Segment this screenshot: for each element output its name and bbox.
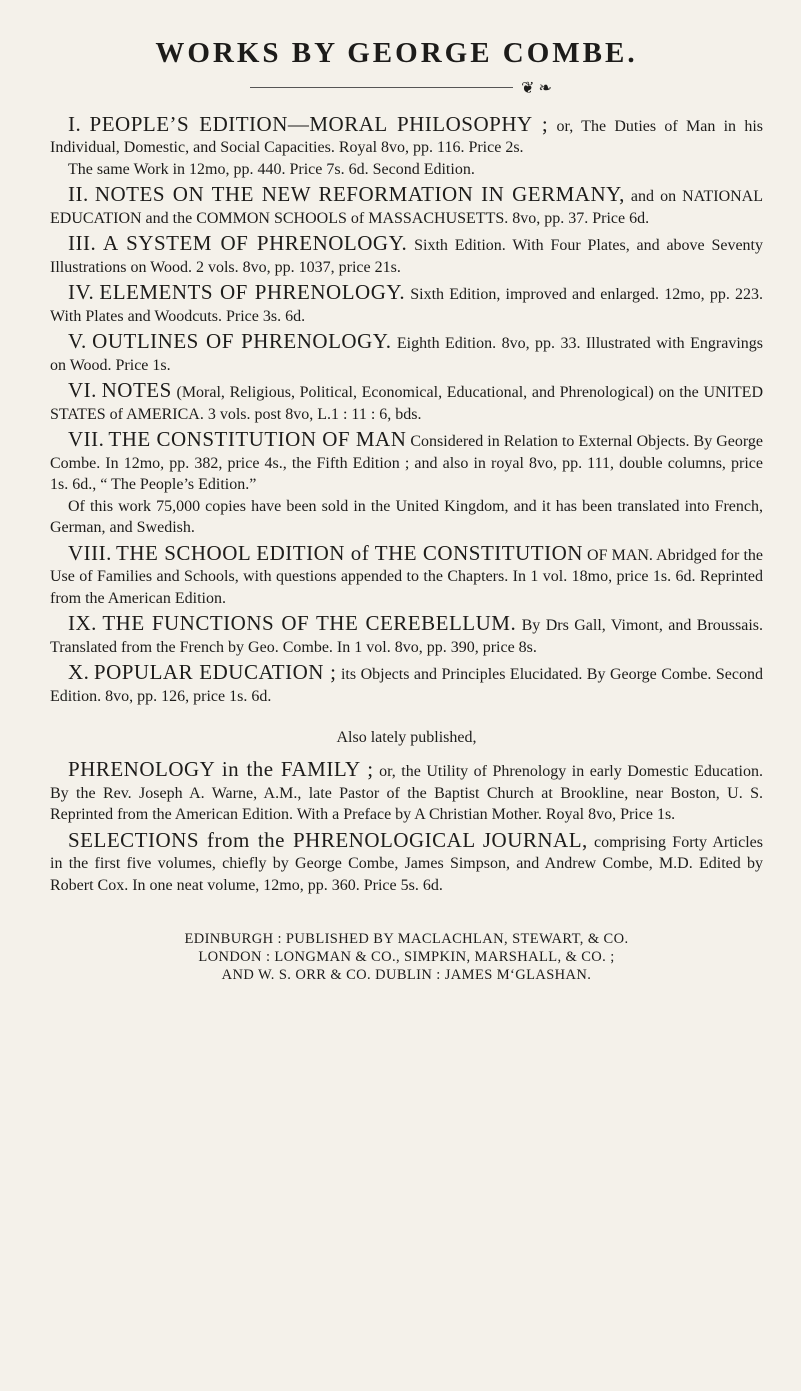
entry-extra: The same Work in 12mo, pp. 440. Price 7s. 6d. Second Edition. <box>68 160 475 178</box>
ornament <box>50 78 763 96</box>
entry <box>50 233 763 278</box>
entry-heading: OUTLINES OF PHRENOLOGY. <box>92 329 392 354</box>
entry <box>50 184 763 229</box>
entry-heading: THE CONSTITUTION OF MAN <box>108 427 407 452</box>
entry <box>50 331 763 376</box>
entry-number: III. <box>68 231 97 256</box>
entry-text: Eighth Edition. 8vo, pp. 33. Illustrated with Engravings on Wood. Price 1s. <box>50 335 764 374</box>
leaf-flourish-icon: ❦ ❧ <box>513 78 560 98</box>
entry-number: IV. <box>68 280 95 305</box>
entry-number: X. <box>68 660 90 685</box>
imprint-line: AND W. S. ORR & CO. DUBLIN : JAMES M‘GLASHAN. <box>221 967 592 984</box>
imprint <box>50 930 763 984</box>
entry-text: OF MAN. Abridged for the Use of Families and Schools, with questions appended to the Chapters. In 1 vol. 18mo, price 1s. 6d. Reprinted from the American Edition. <box>50 546 764 607</box>
entries-list <box>50 111 764 708</box>
also-entry <box>50 827 763 897</box>
entry-number: I. <box>68 111 82 136</box>
entry-number: IX. <box>68 611 97 636</box>
entry-text: its Objects and Principles Elucidated. By George Combe. Second Edition. 8vo, pp. 126, price 1s. 6d. <box>50 666 763 705</box>
entry-heading: THE SCHOOL EDITION of THE CONSTITUTION <box>116 540 583 565</box>
also-entry <box>50 759 763 826</box>
entry-text: or, The Duties of Man in his Individual, Domestic, and Social Capacities. Royal 8vo, pp. 116. Price 2s. <box>50 117 763 157</box>
entry-number: VIII. <box>68 540 112 565</box>
also-published-label: Also lately published, <box>336 729 477 747</box>
entry-heading: POPULAR EDUCATION ; <box>93 660 337 685</box>
entry-heading: A SYSTEM OF PHRENOLOGY. <box>103 231 408 256</box>
entry-extra: Of this work 75,000 copies have been sold in the United Kingdom, and it has been translated into French, German, and Swedish. <box>50 497 763 537</box>
also-entry-text: or, the Utility of Phrenology in early Domestic Education. By the Rev. Joseph A. Warne, A.M., late Pastor of the Baptist Church at Brookline, near Boston, U. S. Reprinted from the American Edition. With a Preface by A Christian Mother. Royal 8vo, Price 1s. <box>50 763 763 824</box>
entry-heading: ELEMENTS OF PHRENOLOGY. <box>99 280 406 305</box>
entry <box>50 429 763 539</box>
divider-rule <box>250 87 550 88</box>
entry-number: VI. <box>68 378 97 403</box>
entry-text: Sixth Edition, improved and enlarged. 12mo, pp. 223. With Plates and Woodcuts. Price 3s. 6d. <box>50 286 763 325</box>
entry-text: and on NATIONAL EDUCATION and the COMMON SCHOOLS of MASSACHUSETTS. 8vo, pp. 37. Price 6d. <box>50 188 764 227</box>
entry <box>50 380 763 425</box>
imprint-line: EDINBURGH : PUBLISHED BY MACLACHLAN, STEWART, & CO. <box>184 931 629 948</box>
entry-number: VII. <box>68 427 105 452</box>
also-entry-text: comprising Forty Articles in the first five volumes, chiefly by George Combe, James Simpson, and Andrew Combe, M.D. Edited by Robert Cox. In one neat volume, 12mo, pp. 360. Price 5s. 6d. <box>50 833 763 894</box>
entry <box>50 540 764 610</box>
also-entry-heading: PHRENOLOGY in the FAMILY ; <box>68 757 374 782</box>
also-entry-heading: SELECTIONS from the PHRENOLOGICAL JOURNAL, <box>68 827 588 852</box>
entry <box>50 111 763 181</box>
entry-text: Considered in Relation to External Objects. By George Combe. In 12mo, pp. 382, price 4s., the Fifth Edition ; and also in royal 8vo, pp. 111, double columns, price 1s. 6d., “ The People’s Edition.” <box>50 433 764 494</box>
page-title: WORKS BY GEORGE COMBE. <box>155 37 638 69</box>
imprint-line: LONDON : LONGMAN & CO., SIMPKIN, MARSHALL, & CO. ; <box>198 949 615 966</box>
entry-text: By Drs Gall, Vimont, and Broussais. Translated from the French by Geo. Combe. In 1 vol. 8vo, pp. 390, price 8s. <box>50 617 764 656</box>
entry <box>50 282 763 327</box>
entry <box>50 662 763 707</box>
entry-number: V. <box>68 329 87 354</box>
entry-heading: PEOPLE’S EDITION—MORAL PHILOSOPHY ; <box>89 111 549 136</box>
entry-heading: NOTES ON THE NEW REFORMATION IN GERMANY, <box>94 182 625 207</box>
entry-text: (Moral, Religious, Political, Economical, Educational, and Phrenological) on the UNITED STATES of AMERICA. 3 vols. post 8vo, L.1 : 11 : 6, bds. <box>50 384 764 423</box>
entry <box>50 613 763 658</box>
entry-heading: NOTES <box>101 378 172 403</box>
entry-text: Sixth Edition. With Four Plates, and above Seventy Illustrations on Wood. 2 vols. 8vo, pp. 1037, price 21s. <box>50 237 763 276</box>
entry-heading: THE FUNCTIONS OF THE CEREBELLUM. <box>102 611 517 636</box>
entry-number: II. <box>68 182 89 207</box>
